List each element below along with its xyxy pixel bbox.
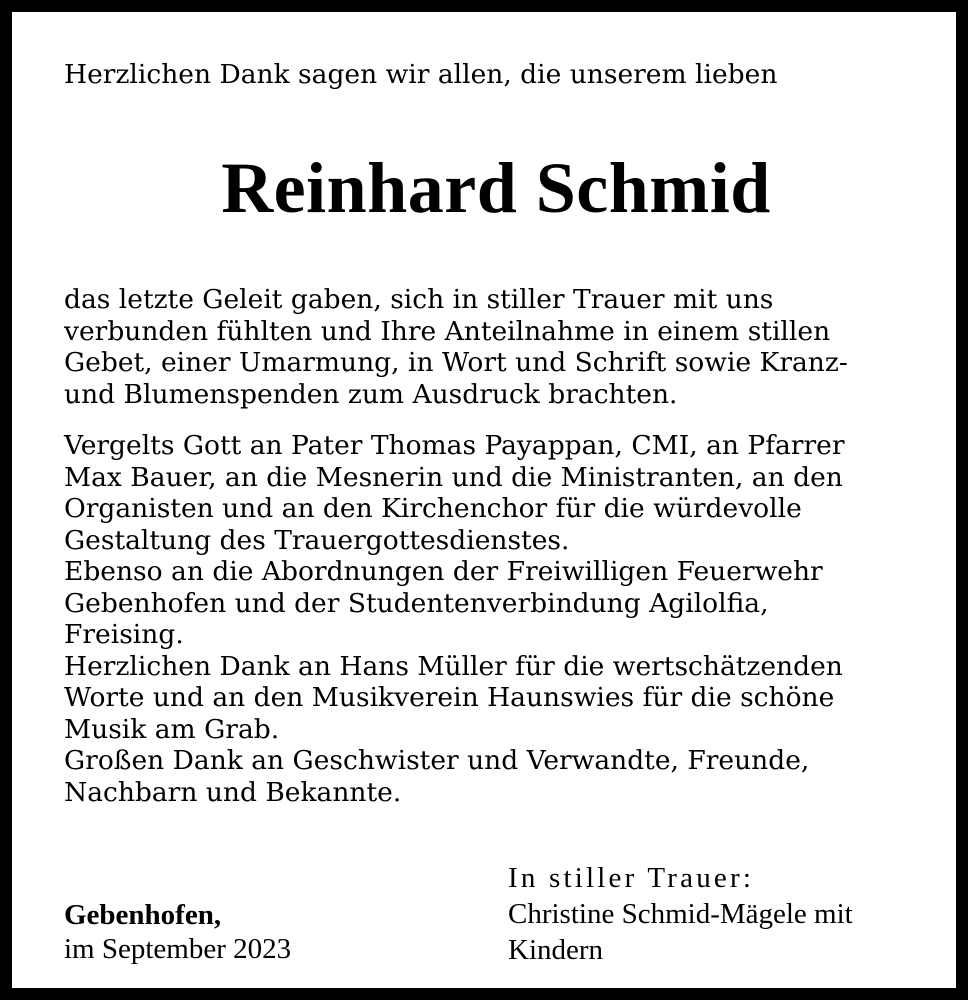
thanks-paragraph-2 [64,430,928,808]
paragraph-line: verbunden fühlten und Ihre Anteilnahme in einem stillen [64,315,831,347]
place-name: Gebenhofen, [64,899,222,931]
mourners-block [508,860,853,968]
paragraph-line: Gestaltung des Trauergottesdienstes. [64,524,570,556]
intro-text: Herzlichen Dank sagen wir allen, die unserem lieben [64,59,778,90]
mourning-heading: In stiller Trauer: [508,862,755,894]
paragraph-line: Musik am Grab. [64,713,280,745]
signer-line: Christine Schmid-Mägele mit [508,898,853,930]
paragraph-line: Worte und an den Musikverein Haunswies für die schöne [64,682,835,713]
paragraph-line: Gebenhofen und der Studentenverbindung Agilolfia, [64,587,769,619]
paragraph-line: das letzte Geleit gaben, sich in stiller Trauer mit uns [64,284,774,315]
deceased-name: Reinhard Schmid [221,148,771,228]
paragraph-line: Organisten und an den Kirchenchor für die würdevolle [64,493,802,524]
paragraph-line: und Blumenspenden zum Ausdruck brachten. [64,378,678,410]
place-date-block [64,898,291,966]
notice-content [64,58,928,808]
thanks-paragraph-1 [64,284,928,410]
paragraph-line: Herzlichen Dank an Hans Müller für die wertschätzenden [64,650,843,682]
paragraph-line: Vergelts Gott an Pater Thomas Payappan, CMI, an Pfarrer [64,430,845,461]
paragraph-line: Freising. [64,619,184,650]
notice-date: im September 2023 [64,933,292,965]
paragraph-line: Ebenso an die Abordnungen der Freiwilligen Feuerwehr [64,556,823,587]
paragraph-line: Nachbarn und Bekannte. [64,776,402,808]
paragraph-line: Max Bauer, an die Mesnerin und die Ministranten, an den [64,461,843,493]
paragraph-line: Gebet, einer Umarmung, in Wort und Schrift sowie Kranz- [64,347,848,378]
signer-line: Kindern [508,934,604,966]
paragraph-line: Großen Dank an Geschwister und Verwandte, Freunde, [64,745,810,776]
